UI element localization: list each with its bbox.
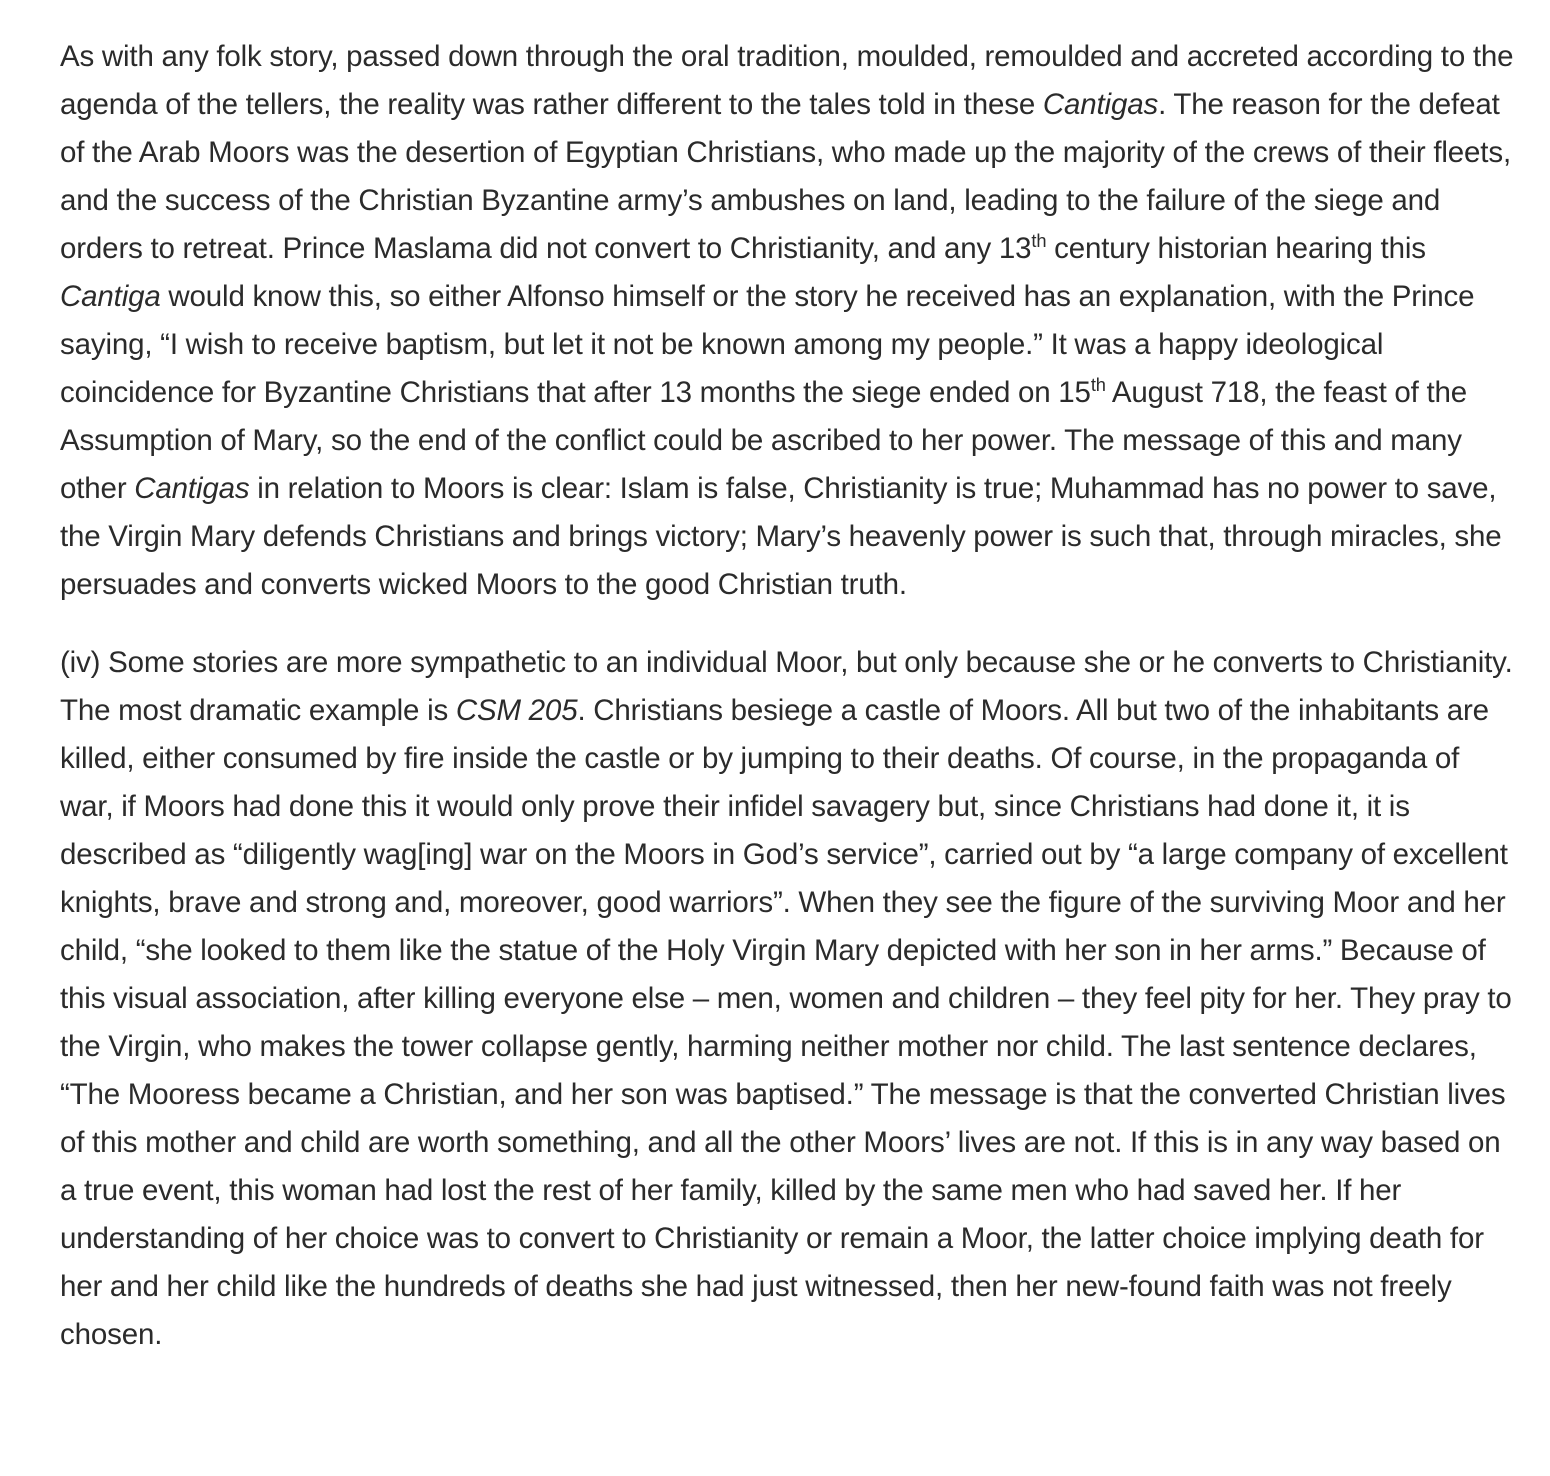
article-body: [60, 33, 1520, 1359]
italic-term: Cantigas: [1042, 88, 1159, 121]
ordinal-suffix: th: [1031, 230, 1047, 252]
paragraph-iv-sympathetic-stories: [60, 639, 1520, 1359]
text-segment: . Christians besiege a castle of Moors. All but two of the inhabitants are killed, either consumed by fire inside the castle or by jumping to their deaths. Of course, in the propaganda of war, if Moors had done this it would only prove their infidel savagery but, since Christians had done it, it is described as “diligently wag[ing] war on the Moors in God’s service”, carried out by “a large company of excellent knights, brave and strong and, moreover, good warriors”. When they see the figure of the surviving Moor and her child, “she looked to them like the statue of the Holy Virgin Mary depicted with her son in her arms.” Because of this visual association, after killing everyone else – men, women and children – they feel pity for her. They pray to the Virgin, who makes the tower collapse gently, harming neither mother nor child. The last sentence declares, “The Mooress became a Christian, and her son was baptised.” The message is that the converted Christian lives of this mother and child are worth something, and all the other Moors’ lives are not. If this is in any way based on a true event, this woman had lost the rest of her family, killed by the same men who had saved her. If her understanding of her choice was to convert to Christianity or remain a Moor, the latter choice implying death for her and her child like the hundreds of deaths she had just witnessed, then her new-found faith was not freely chosen.: [60, 694, 1512, 1351]
italic-term: CSM 205: [455, 694, 578, 727]
text-segment: century historian hearing this: [1046, 232, 1426, 265]
italic-term: Cantiga: [60, 280, 161, 313]
italic-term: Cantigas: [134, 472, 250, 505]
text-segment: (iv) Some stories are more sympathetic to an individual Moor, but only because she or he converts to Christianity. The most dramatic example is: [60, 646, 1513, 727]
text-segment: would know this, so either Alfonso himself or the story he received has an explanation, with the Prince saying, “I wish to receive baptism, but let it not be known among my people.” It was a happy ideological coincidence for Byzantine Christians that after 13 months the siege ended on 15: [60, 280, 1475, 409]
text-segment: August 718, the feast of the Assumption of Mary, so the end of the conflict could be ascribed to her power. The message of this and many other: [60, 376, 1467, 505]
text-segment: . The reason for the defeat of the Arab Moors was the desertion of Egyptian Christians, who made up the majority of the crews of their fleets, and the success of the Christian Byzantine army’s ambushes on land, leading to the failure of the siege and orders to retreat. Prince Maslama did not convert to Christianity, and any 13: [60, 88, 1511, 265]
text-segment: As with any folk story, passed down through the oral tradition, moulded, remoulded and accreted according to the agenda of the tellers, the reality was rather different to the tales told in these: [60, 40, 1514, 121]
ordinal-suffix: th: [1090, 374, 1106, 396]
paragraph-cantigas-reality: [60, 33, 1520, 609]
text-segment: in relation to Moors is clear: Islam is false, Christianity is true; Muhammad has no power to save, the Virgin Mary defends Christians and brings victory; Mary’s heavenly power is such that, through miracles, she persuades and converts wicked Moors to the good Christian truth.: [60, 472, 1502, 601]
